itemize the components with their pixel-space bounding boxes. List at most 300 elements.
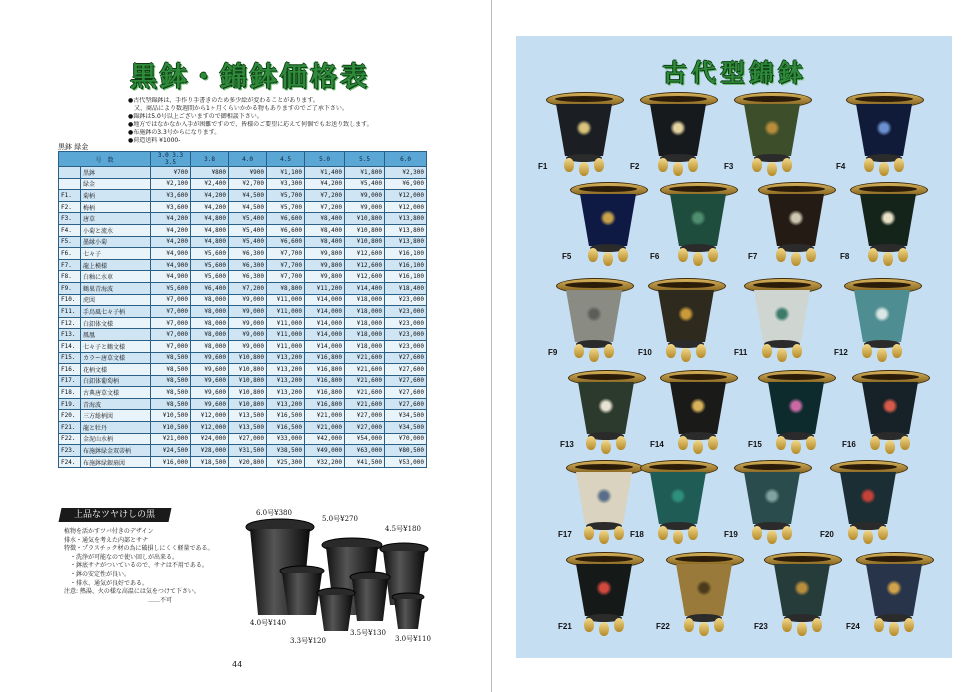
cell-price: ¥9,000 xyxy=(229,294,267,306)
pot-label: F21 xyxy=(558,622,572,631)
pot-foot xyxy=(812,618,822,632)
pot-foot xyxy=(806,248,816,262)
cell-price: ¥24,500 xyxy=(151,445,191,457)
cell-price: ¥23,000 xyxy=(385,340,427,352)
pot-foot xyxy=(604,344,614,358)
pot-f21 xyxy=(562,552,646,638)
cell-price: ¥18,000 xyxy=(345,329,385,341)
pot-label: F15 xyxy=(748,440,762,449)
pot-foot xyxy=(894,158,904,172)
pot-foot xyxy=(782,526,792,540)
cell-price: ¥5,600 xyxy=(191,271,229,283)
pot-foot xyxy=(900,436,910,450)
note-line: ●古代型錦鉢は、手作り手書きのため多少絵が変わることがあります。 xyxy=(128,97,319,104)
cell-name: 緑金 xyxy=(81,178,151,190)
cell-code: F11. xyxy=(59,306,81,318)
cell-code xyxy=(59,178,81,190)
cell-price: ¥8,000 xyxy=(191,317,229,329)
cell-price: ¥18,400 xyxy=(385,282,427,294)
cell-price: ¥13,200 xyxy=(267,364,305,376)
note-line: ●荷造送料 ¥1000- xyxy=(128,137,181,144)
pot-foot xyxy=(868,248,878,262)
pot-foot xyxy=(586,436,596,450)
cell-code: F14. xyxy=(59,340,81,352)
cell-name: 白釦体文様 xyxy=(81,317,151,329)
pot-foot xyxy=(688,158,698,172)
cell-price: ¥16,500 xyxy=(267,410,305,422)
pot-foot xyxy=(681,348,691,362)
pot-motif xyxy=(764,488,780,504)
pot-motif xyxy=(764,120,780,136)
cell-price: ¥16,800 xyxy=(305,352,345,364)
cell-price: ¥1,100 xyxy=(267,167,305,179)
cell-name: 菊柄 xyxy=(81,190,151,202)
page-number: 44 xyxy=(232,660,243,669)
cell-price: ¥7,700 xyxy=(267,259,305,271)
pot-motif xyxy=(670,120,686,136)
cell-price: ¥7,000 xyxy=(151,294,191,306)
cell-name: 青海波 xyxy=(81,398,151,410)
cell-price: ¥14,000 xyxy=(305,340,345,352)
pot-foot xyxy=(797,622,807,636)
cell-price: ¥25,300 xyxy=(267,456,305,468)
pot-label: F9 xyxy=(548,348,558,357)
table-row xyxy=(59,422,427,434)
cell-price: ¥8,500 xyxy=(151,375,191,387)
cell-name: 虎図 xyxy=(81,294,151,306)
pot-f10 xyxy=(644,278,728,364)
black-pot-33 xyxy=(317,588,355,631)
cell-price: ¥11,000 xyxy=(267,306,305,318)
pot-foot xyxy=(599,530,609,544)
table-label: 黒鉢 緑金 xyxy=(58,143,89,151)
pot-label: F10 xyxy=(638,348,652,357)
cell-name: 龍と牡丹 xyxy=(81,422,151,434)
cell-name: 梅柄 xyxy=(81,201,151,213)
cell-code: F10. xyxy=(59,294,81,306)
desc-line: 植物を活かすツバ付きのデザイン xyxy=(64,528,154,535)
pot-label: F12 xyxy=(834,348,848,357)
pot-foot xyxy=(879,162,889,176)
price-table xyxy=(58,151,427,468)
pot-foot xyxy=(658,158,668,172)
table-row xyxy=(59,445,427,457)
cell-price: ¥6,300 xyxy=(229,271,267,283)
pot-foot xyxy=(594,158,604,172)
cell-code: F19. xyxy=(59,398,81,410)
cell-price: ¥8,500 xyxy=(151,398,191,410)
cell-price: ¥8,500 xyxy=(151,387,191,399)
cell-name: 白釉に水車 xyxy=(81,271,151,283)
cell-price: ¥16,800 xyxy=(305,387,345,399)
notes xyxy=(128,97,458,145)
pot-label-30: 3.0号¥110 xyxy=(395,635,431,643)
cell-price: ¥10,800 xyxy=(229,387,267,399)
cell-code: F8. xyxy=(59,271,81,283)
pot-foot xyxy=(862,344,872,358)
cell-name: 唐草 xyxy=(81,213,151,225)
cell-price: ¥27,000 xyxy=(345,410,385,422)
cell-price: ¥4,200 xyxy=(305,178,345,190)
cell-price: ¥8,800 xyxy=(267,282,305,294)
pot-label: F13 xyxy=(560,440,574,449)
cell-price: ¥13,500 xyxy=(229,410,267,422)
pot-foot xyxy=(877,348,887,362)
cell-price: ¥21,000 xyxy=(151,433,191,445)
pot-f16 xyxy=(848,370,932,456)
cell-price: ¥7,200 xyxy=(305,201,345,213)
table-row xyxy=(59,213,427,225)
pot-foot xyxy=(878,526,888,540)
cell-price: ¥8,500 xyxy=(151,364,191,376)
cell-price: ¥7,000 xyxy=(151,329,191,341)
pot-foot xyxy=(885,440,895,454)
cell-code: F5. xyxy=(59,236,81,248)
pot-label: F1 xyxy=(538,162,548,171)
cell-price: ¥23,000 xyxy=(385,306,427,318)
catalog-title: 古代型錦鉢 xyxy=(662,58,808,87)
pot-motif xyxy=(576,120,592,136)
cell-price: ¥9,000 xyxy=(345,201,385,213)
pot-foot xyxy=(792,344,802,358)
cell-name: カラー唐草文様 xyxy=(81,352,151,364)
cell-price: ¥54,000 xyxy=(345,433,385,445)
cell-code: F24. xyxy=(59,456,81,468)
cell-price: ¥18,000 xyxy=(345,340,385,352)
pot-foot xyxy=(752,526,762,540)
desc-line: 注意: 熱湯、火の様な高温には気をつけて下さい。 xyxy=(64,588,200,596)
desc-line: ・排水、通気が良好である。 xyxy=(64,579,149,587)
cell-price: ¥11,200 xyxy=(305,282,345,294)
desc-line: ・鉢底サナがついているので、サナは不用である。 xyxy=(64,562,208,570)
pot-foot xyxy=(863,530,873,544)
cell-price: ¥5,400 xyxy=(229,224,267,236)
cell-price: ¥13,800 xyxy=(385,213,427,225)
cell-price: ¥16,100 xyxy=(385,271,427,283)
cell-code xyxy=(59,167,81,179)
cell-code: F1. xyxy=(59,190,81,202)
cell-price: ¥10,800 xyxy=(345,236,385,248)
pot-label-35: 3.5号¥130 xyxy=(350,629,386,637)
pot-foot xyxy=(614,618,624,632)
cell-price: ¥4,200 xyxy=(151,236,191,248)
cell-price: ¥23,000 xyxy=(385,317,427,329)
pot-foot xyxy=(806,436,816,450)
header-col: 5.0 xyxy=(305,152,345,167)
cell-price: ¥6,900 xyxy=(385,178,427,190)
cell-price: ¥23,000 xyxy=(385,294,427,306)
cell-code: F21. xyxy=(59,422,81,434)
pot-foot xyxy=(658,526,668,540)
pot-motif xyxy=(598,398,614,414)
cell-price: ¥8,000 xyxy=(191,294,229,306)
cell-price: ¥18,500 xyxy=(191,456,229,468)
pot-foot xyxy=(767,162,777,176)
pot-f4 xyxy=(842,92,926,178)
cell-code: F20. xyxy=(59,410,81,422)
cell-price: ¥10,800 xyxy=(345,224,385,236)
cell-price: ¥13,200 xyxy=(267,387,305,399)
pot-foot xyxy=(673,162,683,176)
table-row xyxy=(59,282,427,294)
pot-foot xyxy=(782,618,792,632)
table-row xyxy=(59,306,427,318)
pot-motif xyxy=(880,210,896,226)
cell-code: F18. xyxy=(59,387,81,399)
header-col: 3.8 xyxy=(191,152,229,167)
header-size: 号 数 xyxy=(59,152,151,167)
cell-name: 鶴巣青海波 xyxy=(81,282,151,294)
cell-price: ¥34,500 xyxy=(385,410,427,422)
table-row xyxy=(59,340,427,352)
pot-label-50: 5.0号¥270 xyxy=(322,515,358,523)
cell-price: ¥11,000 xyxy=(267,340,305,352)
pot-motif xyxy=(876,120,892,136)
pot-label: F8 xyxy=(840,252,850,261)
cell-code: F22. xyxy=(59,433,81,445)
cell-name: 七々子と鶴文様 xyxy=(81,340,151,352)
cell-price: ¥21,600 xyxy=(345,387,385,399)
cell-price: ¥9,000 xyxy=(229,340,267,352)
cell-code: F16. xyxy=(59,364,81,376)
pot-motif xyxy=(874,306,890,322)
pot-foot xyxy=(678,248,688,262)
pot-motif xyxy=(586,306,602,322)
cell-code: F23. xyxy=(59,445,81,457)
cell-price: ¥9,800 xyxy=(305,259,345,271)
pot-motif xyxy=(596,488,612,504)
cell-name: 龍上模様 xyxy=(81,259,151,271)
cell-price: ¥18,000 xyxy=(345,294,385,306)
cell-price: ¥7,000 xyxy=(151,317,191,329)
pot-f20 xyxy=(826,460,910,546)
cell-price: ¥3,300 xyxy=(267,178,305,190)
cell-price: ¥16,800 xyxy=(305,375,345,387)
cell-price: ¥800 xyxy=(191,167,229,179)
cell-price: ¥4,900 xyxy=(151,271,191,283)
cell-price: ¥4,200 xyxy=(191,190,229,202)
cell-price: ¥5,700 xyxy=(267,201,305,213)
cell-price: ¥5,600 xyxy=(191,259,229,271)
cell-price: ¥27,000 xyxy=(229,433,267,445)
pot-foot xyxy=(584,618,594,632)
table-row xyxy=(59,317,427,329)
pot-motif xyxy=(794,580,810,596)
cell-price: ¥21,000 xyxy=(305,422,345,434)
cell-price: ¥2,100 xyxy=(151,178,191,190)
pot-motif xyxy=(882,398,898,414)
cell-name: 布施鉢緑金双蒂柄 xyxy=(81,445,151,457)
cell-price: ¥13,200 xyxy=(267,352,305,364)
cell-price: ¥10,800 xyxy=(229,398,267,410)
header-col: 4.5 xyxy=(267,152,305,167)
pot-f12 xyxy=(840,278,924,364)
cell-price: ¥7,200 xyxy=(229,282,267,294)
cell-price: ¥10,800 xyxy=(229,352,267,364)
table-row xyxy=(59,410,427,422)
table-row xyxy=(59,364,427,376)
price-table-body xyxy=(59,167,427,468)
pot-foot xyxy=(892,344,902,358)
cell-price: ¥1,400 xyxy=(305,167,345,179)
table-row xyxy=(59,456,427,468)
cell-price: ¥5,400 xyxy=(345,178,385,190)
cell-price: ¥23,000 xyxy=(385,329,427,341)
pot-f7 xyxy=(754,182,838,268)
black-pot-3 xyxy=(392,593,424,629)
cell-price: ¥10,800 xyxy=(229,375,267,387)
pot-foot xyxy=(714,618,724,632)
cell-code: F3. xyxy=(59,213,81,225)
cell-name: 七々子 xyxy=(81,248,151,260)
cell-code: F7. xyxy=(59,259,81,271)
cell-price: ¥16,800 xyxy=(305,398,345,410)
cell-price: ¥18,000 xyxy=(345,306,385,318)
pot-foot xyxy=(776,436,786,450)
pot-motif xyxy=(690,398,706,414)
cell-price: ¥21,000 xyxy=(305,410,345,422)
table-row xyxy=(59,387,427,399)
cell-price: ¥3,600 xyxy=(151,201,191,213)
cell-price: ¥13,200 xyxy=(267,375,305,387)
pot-foot xyxy=(584,526,594,540)
cell-price: ¥9,000 xyxy=(345,190,385,202)
table-row xyxy=(59,201,427,213)
pot-label: F6 xyxy=(650,252,660,261)
cell-price: ¥8,000 xyxy=(191,340,229,352)
cell-code: F2. xyxy=(59,201,81,213)
table-row xyxy=(59,248,427,260)
cell-price: ¥16,500 xyxy=(267,422,305,434)
cell-price: ¥12,600 xyxy=(345,271,385,283)
pot-foot xyxy=(564,158,574,172)
cell-price: ¥16,100 xyxy=(385,259,427,271)
cell-price: ¥13,800 xyxy=(385,224,427,236)
table-row xyxy=(59,329,427,341)
table-header-row xyxy=(59,152,427,167)
pot-label-60: 6.0号¥380 xyxy=(256,509,292,517)
pot-motif xyxy=(774,306,790,322)
cell-price: ¥12,000 xyxy=(191,422,229,434)
cell-name: 手鳥風七々子柄 xyxy=(81,306,151,318)
cell-price: ¥4,500 xyxy=(229,190,267,202)
pot-foot xyxy=(616,436,626,450)
cell-price: ¥4,200 xyxy=(191,201,229,213)
cell-price: ¥42,000 xyxy=(305,433,345,445)
table-row xyxy=(59,433,427,445)
table-row xyxy=(59,259,427,271)
pot-foot xyxy=(696,344,706,358)
cell-price: ¥9,600 xyxy=(191,387,229,399)
cell-price: ¥80,500 xyxy=(385,445,427,457)
pot-foot xyxy=(589,348,599,362)
cell-price: ¥27,600 xyxy=(385,375,427,387)
pot-label: F5 xyxy=(562,252,572,261)
cell-price: ¥10,800 xyxy=(345,213,385,225)
pot-foot xyxy=(848,526,858,540)
cell-price: ¥13,200 xyxy=(267,398,305,410)
pot-foot xyxy=(603,252,613,266)
cell-code: F4. xyxy=(59,224,81,236)
table-row xyxy=(59,190,427,202)
cell-name: 古典唐草文様 xyxy=(81,387,151,399)
cell-code: F12. xyxy=(59,317,81,329)
cell-price: ¥11,000 xyxy=(267,317,305,329)
pot-f3 xyxy=(730,92,814,178)
pot-label: F24 xyxy=(846,622,860,631)
cell-price: ¥14,000 xyxy=(305,294,345,306)
table-row xyxy=(59,167,427,179)
pot-f19 xyxy=(730,460,814,546)
pot-f1 xyxy=(542,92,626,178)
cell-price: ¥9,600 xyxy=(191,375,229,387)
cell-price: ¥4,800 xyxy=(191,213,229,225)
cell-price: ¥11,000 xyxy=(267,294,305,306)
pot-f13 xyxy=(564,370,648,456)
pot-label: F14 xyxy=(650,440,664,449)
pot-foot xyxy=(693,252,703,266)
pot-foot xyxy=(864,158,874,172)
cell-code: F17. xyxy=(59,375,81,387)
cell-price: ¥5,700 xyxy=(267,190,305,202)
pot-foot xyxy=(883,252,893,266)
cell-price: ¥8,000 xyxy=(191,306,229,318)
pot-foot xyxy=(708,248,718,262)
cell-price: ¥34,500 xyxy=(385,422,427,434)
pot-f5 xyxy=(566,182,650,268)
cell-price: ¥18,000 xyxy=(345,317,385,329)
pot-label-40: 4.0号¥140 xyxy=(250,619,286,627)
pot-f18 xyxy=(636,460,720,546)
pot-motif xyxy=(886,580,902,596)
header-col: 5.5 xyxy=(345,152,385,167)
pot-foot xyxy=(782,158,792,172)
note-line: ●地方ではなかなか入手が困難ですので、皆様のご要望に応えて何個でもお送り致します。 xyxy=(128,121,373,128)
cell-price: ¥41,500 xyxy=(345,456,385,468)
cell-price: ¥9,000 xyxy=(229,306,267,318)
cell-price: ¥12,000 xyxy=(385,201,427,213)
pot-foot xyxy=(889,622,899,636)
pot-label: F11 xyxy=(734,348,748,357)
pot-label: F3 xyxy=(724,162,734,171)
pot-motif xyxy=(690,210,706,226)
cell-name: 鳳凰 xyxy=(81,329,151,341)
pot-foot xyxy=(898,248,908,262)
cell-price: ¥10,500 xyxy=(151,410,191,422)
cell-price: ¥4,900 xyxy=(151,259,191,271)
cell-price: ¥27,600 xyxy=(385,398,427,410)
cell-code: F13. xyxy=(59,329,81,341)
cell-price: ¥2,300 xyxy=(385,167,427,179)
cell-price: ¥5,400 xyxy=(229,213,267,225)
cell-price: ¥33,000 xyxy=(267,433,305,445)
desc-line: ・洗浄が可能なので使い回しが出来る。 xyxy=(64,553,179,561)
cell-price: ¥11,000 xyxy=(267,329,305,341)
pot-f8 xyxy=(846,182,930,268)
pot-label: F18 xyxy=(630,530,644,539)
cell-name: 花柄文様 xyxy=(81,364,151,376)
cell-name: 墨縁小菊 xyxy=(81,236,151,248)
cell-price: ¥8,400 xyxy=(305,236,345,248)
cell-price: ¥7,700 xyxy=(267,271,305,283)
cell-price: ¥3,600 xyxy=(151,190,191,202)
cell-price: ¥9,800 xyxy=(305,271,345,283)
cell-name: 小菊と流水 xyxy=(81,224,151,236)
desc-line: 特徴・プラスチック材の為に破損しにくく軽量である。 xyxy=(64,545,214,553)
cell-price: ¥27,600 xyxy=(385,352,427,364)
cell-price: ¥21,600 xyxy=(345,398,385,410)
cell-price: ¥2,700 xyxy=(229,178,267,190)
